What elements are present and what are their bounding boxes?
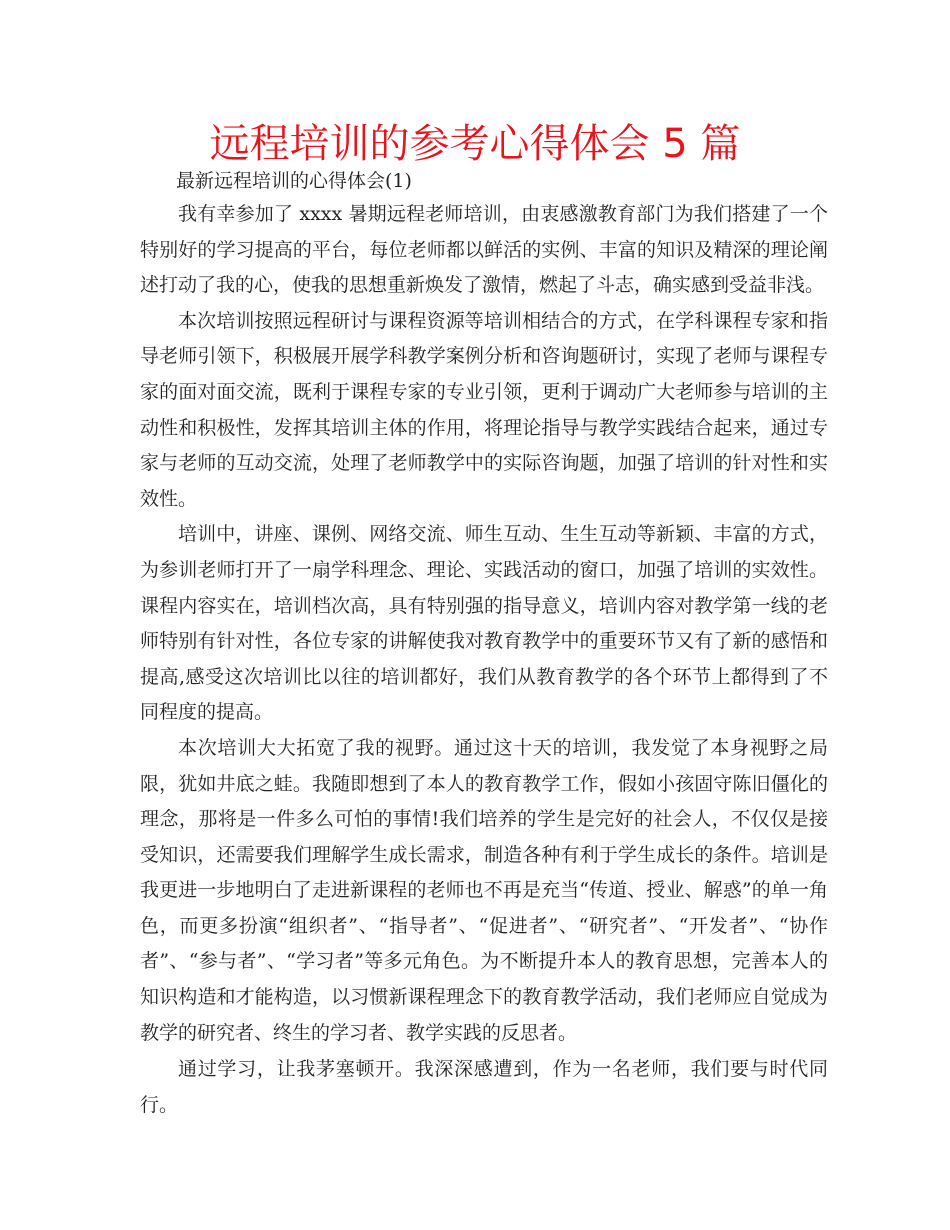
- document-subtitle: 最新远程培训的心得体会(1): [176, 170, 412, 192]
- document-body: [140, 197, 828, 1123]
- paragraph-5: 通过学习，让我茅塞顿开。我深深感遭到，作为一名老师，我们要与时代同行。: [140, 1058, 828, 1116]
- document-title: 远程培训的参考心得体会 5 篇: [209, 121, 741, 167]
- paragraph-2: 本次培训按照远程研讨与课程资源等培训相结合的方式，在学科课程专家和指导老师引领下，积极展开展学科教学案例分析和咨询题研讨，实现了老师与课程专家的面对面交流，既利于课程专家的专业引领，更利于调动广大老师参与培训的主动性和积极性，发挥其培训主体的作用，将理论指导与教学实践结合起来，通过专家与老师的互动交流，处理了老师教学中的实际咨询题，加强了培训的针对性和实效性。: [140, 309, 828, 510]
- paragraph-3: 培训中，讲座、课例、网络交流、师生互动、生生互动等新颖、丰富的方式，为参训老师打开了一扇学科理念、理论、实践活动的窗口，加强了培训的实效性。课程内容实在，培训档次高，具有特别强的指导意义，培训内容对教学第一线的老师特别有针对性，各位专家的讲解使我对教育教学中的重要环节又有了新的感悟和提高,感受这次培训比以往的培训都好，我们从教育教学的各个环节上都得到了不同程度的提高。: [140, 523, 828, 724]
- paragraph-1: 我有幸参加了 xxxx 暑期远程老师培训，由衷感激教育部门为我们搭建了一个特别好的学习提高的平台，每位老师都以鲜活的实例、丰富的知识及精深的理论阐述打动了我的心，使我的思想重新焕发了激情，燃起了斗志，确实感到受益非浅。: [140, 203, 828, 297]
- paragraph-4: 本次培训大大拓宽了我的视野。通过这十天的培训，我发觉了本身视野之局限，犹如井底之蛙。我随即想到了本人的教育教学工作，假如小孩固守陈旧僵化的理念，那将是一件多么可怕的事情!我们培养的学生是完好的社会人，不仅仅是接受知识，还需要我们理解学生成长需求，制造各种有利于学生成长的条件。培训是我更进一步地明白了走进新课程的老师也不再是充当“传道、授业、解惑”的单一角色，而更多扮演“组织者”、“指导者”、“促进者”、“研究者”、“开发者”、“协作者”、“参与者”、“学习者”等多元角色。为不断提升本人的教育思想，完善本人的知识构造和才能构造，以习惯新课程理念下的教育教学活动，我们老师应自觉成为教学的研究者、终生的学习者、教学实践的反思者。: [140, 736, 828, 1044]
